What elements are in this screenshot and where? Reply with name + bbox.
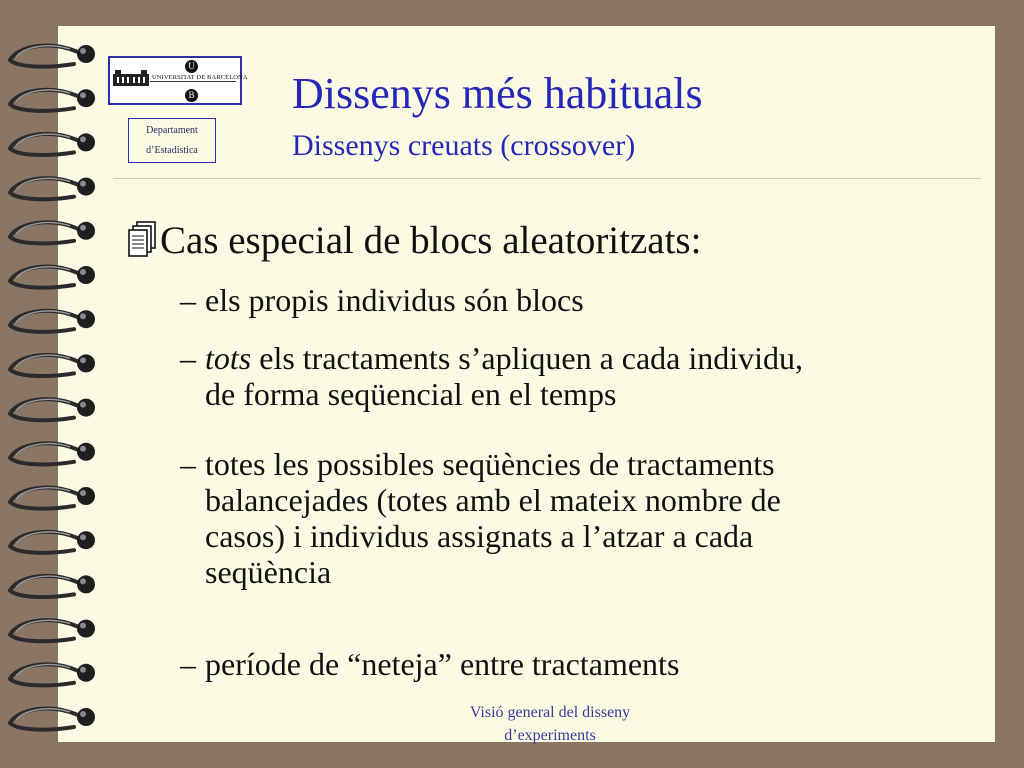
footer-line1: Visió general del disseny xyxy=(469,704,631,721)
spiral-ring xyxy=(10,354,95,376)
slide-subtitle: Dissenys creuats (crossover) xyxy=(292,129,636,162)
footer-line2: d’experiments xyxy=(504,727,596,744)
logo-letter-u: U xyxy=(185,60,198,73)
sub-item-line: període de “neteja” entre tractaments xyxy=(205,646,680,682)
spiral-ring xyxy=(10,45,95,67)
spiral-ring xyxy=(10,664,95,686)
sub-item-line: balancejades (totes amb el mateix nombre de xyxy=(205,482,781,518)
sub-item-line: els propis individus són blocs xyxy=(205,282,584,318)
stacked-pages-icon xyxy=(126,220,158,260)
sub-item xyxy=(180,282,584,318)
spiral-binding xyxy=(0,0,110,768)
spiral-ring xyxy=(10,178,95,200)
spiral-ring xyxy=(10,531,95,553)
university-name: UNIVERSITAT DE BARCELONA xyxy=(152,74,248,81)
dash: – xyxy=(180,282,196,318)
dash: – xyxy=(180,646,196,682)
spiral-ring xyxy=(10,399,95,421)
slide-title: Dissenys més habituals xyxy=(292,69,703,118)
sub-item-line: totes les possibles seqüències de tractaments xyxy=(205,446,775,482)
spiral-ring xyxy=(10,487,95,509)
spiral-ring xyxy=(10,89,95,111)
spiral-ring xyxy=(10,443,95,465)
footer-caption xyxy=(400,701,700,747)
dash: – xyxy=(180,446,196,482)
spiral-ring xyxy=(10,266,95,288)
main-bullet: Cas especial de blocs aleatoritzats: xyxy=(160,219,702,262)
sub-item xyxy=(180,340,803,412)
logo-letter-b: B xyxy=(185,89,198,102)
sub-item-line: casos) i individus assignats a l’atzar a cada xyxy=(205,518,754,554)
spiral-ring xyxy=(10,708,95,730)
dash: – xyxy=(180,340,196,376)
spiral-ring xyxy=(10,620,95,642)
logo-divider xyxy=(150,81,236,82)
university-logo xyxy=(108,56,248,105)
header-divider xyxy=(113,178,981,179)
department-badge xyxy=(128,118,216,163)
sub-item-line xyxy=(180,340,803,376)
emphasis-text: tots xyxy=(205,340,252,376)
sub-item xyxy=(180,646,679,682)
sub-item-line: seqüència xyxy=(205,554,332,590)
spiral-ring xyxy=(10,310,95,332)
sub-item xyxy=(180,446,781,590)
spiral-ring xyxy=(10,133,95,155)
department-line1: Departament xyxy=(146,125,198,136)
department-line2: d’Estadística xyxy=(146,145,198,156)
sub-item-line: de forma seqüencial en el temps xyxy=(205,376,617,412)
sub-item-text: els tractaments s’apliquen a cada individu, xyxy=(251,340,804,376)
building-icon xyxy=(113,68,149,86)
spiral-ring xyxy=(10,222,95,244)
spiral-ring xyxy=(10,575,95,597)
